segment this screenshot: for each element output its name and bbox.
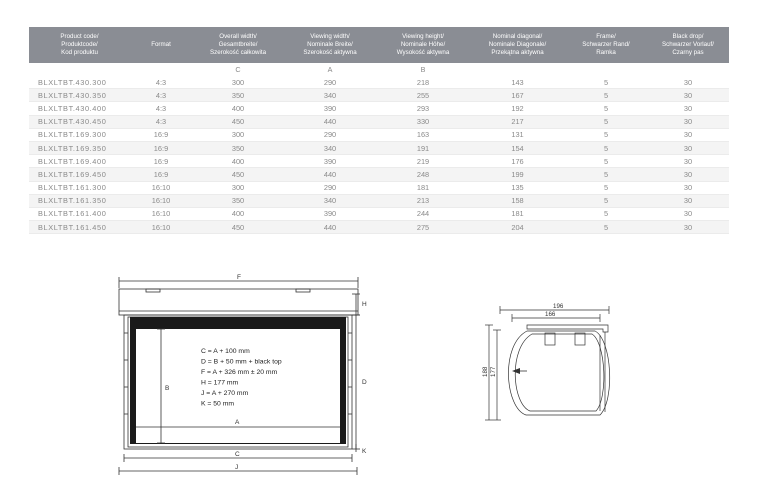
- label-inner-width: 166: [545, 311, 556, 318]
- cell-overall-width: 450: [192, 221, 284, 234]
- side-profile-labels: [482, 303, 564, 377]
- cell-nominal-diagonal: 135: [470, 181, 565, 194]
- cell-overall-width: 350: [192, 141, 284, 154]
- cell-frame: 5: [565, 221, 647, 234]
- cell-black-drop: 30: [647, 221, 729, 234]
- cell-black-drop: 30: [647, 115, 729, 128]
- cell-overall-width: 350: [192, 194, 284, 207]
- profile-slot: [545, 333, 555, 345]
- cell-black-drop: 30: [647, 207, 729, 220]
- housing-profile: [508, 331, 609, 415]
- cell-product-code: BLXLTBT.169.450: [29, 168, 130, 181]
- housing-inner-profile: [515, 334, 604, 411]
- dimension-letter: C: [235, 65, 241, 74]
- cell-black-drop: 30: [647, 168, 729, 181]
- label-k: K: [362, 448, 367, 455]
- cell-nominal-diagonal: 143: [470, 76, 565, 89]
- cell-product-code: BLXLTBT.161.350: [29, 194, 130, 207]
- cell-nominal-diagonal: 199: [470, 168, 565, 181]
- cell-format: 4:3: [130, 115, 192, 128]
- header-product-code: Product code/ Produktcode/ Kod produktu: [29, 27, 130, 63]
- cell-viewing-width: 440: [284, 115, 376, 128]
- cell-format: 4:3: [130, 76, 192, 89]
- cell-product-code: BLXLTBT.161.300: [29, 181, 130, 194]
- cell-black-drop: 30: [647, 141, 729, 154]
- dimension-letter: A: [327, 65, 333, 74]
- label-d: D: [362, 379, 367, 386]
- cell-frame: 5: [565, 207, 647, 220]
- cell-viewing-width: 390: [284, 207, 376, 220]
- cell-frame: 5: [565, 181, 647, 194]
- cell-format: 16:9: [130, 128, 192, 141]
- cell-viewing-height: 191: [376, 141, 470, 154]
- cell-viewing-width: 290: [284, 76, 376, 89]
- cell-viewing-width: 390: [284, 102, 376, 115]
- cell-nominal-diagonal: 167: [470, 89, 565, 102]
- cell-viewing-height: 244: [376, 207, 470, 220]
- header-overall-width: Overall width/ Gesamtbreite/ Szerokość całkowita: [192, 27, 284, 63]
- cell-format: 16:9: [130, 155, 192, 168]
- cell-viewing-height: 255: [376, 89, 470, 102]
- label-c: C: [235, 451, 240, 458]
- cell-overall-width: 300: [192, 181, 284, 194]
- cell-viewing-height: 181: [376, 181, 470, 194]
- cell-frame: 5: [565, 141, 647, 154]
- cell-product-code: BLXLTBT.430.350: [29, 89, 130, 102]
- cell-product-code: BLXLTBT.169.350: [29, 141, 130, 154]
- cell-viewing-height: 219: [376, 155, 470, 168]
- cell-viewing-width: 440: [284, 168, 376, 181]
- cell-viewing-height: 163: [376, 128, 470, 141]
- formula-line: J = A + 270 mm: [201, 390, 249, 397]
- cell-viewing-width: 340: [284, 141, 376, 154]
- formula-line: F = A + 326 mm ± 20 mm: [201, 369, 278, 376]
- cell-frame: 5: [565, 89, 647, 102]
- formula-line: K = 50 mm: [201, 400, 235, 408]
- header-frame: Frame/ Schwarzer Rand/ Ramka: [565, 27, 647, 63]
- cell-viewing-width: 390: [284, 155, 376, 168]
- cell-product-code: BLXLTBT.169.400: [29, 155, 130, 168]
- cell-overall-width: 400: [192, 155, 284, 168]
- cell-overall-width: 300: [192, 128, 284, 141]
- arrow-icon: [512, 368, 520, 374]
- header-format: Format: [130, 27, 192, 63]
- cell-nominal-diagonal: 217: [470, 115, 565, 128]
- cell-nominal-diagonal: 131: [470, 128, 565, 141]
- label-a: A: [235, 419, 240, 426]
- cell-viewing-width: 340: [284, 89, 376, 102]
- cell-viewing-height: 330: [376, 115, 470, 128]
- cell-product-code: BLXLTBT.169.300: [29, 128, 130, 141]
- header-viewing-width: Viewing width/ Nominale Breite/ Szerokość aktywna: [284, 27, 376, 63]
- cell-format: 16:10: [130, 181, 192, 194]
- cell-black-drop: 30: [647, 155, 729, 168]
- cell-black-drop: 30: [647, 128, 729, 141]
- formula-line: D = B + 50 mm + black top: [201, 358, 282, 366]
- cell-overall-width: 450: [192, 115, 284, 128]
- header-nominal-diagonal: Nominal diagonal/ Nominale Diagonale/ Przekątna aktywna: [470, 27, 565, 63]
- cell-viewing-width: 290: [284, 181, 376, 194]
- cell-frame: 5: [565, 155, 647, 168]
- cell-frame: 5: [565, 115, 647, 128]
- cell-overall-width: 400: [192, 102, 284, 115]
- label-j: J: [235, 464, 239, 471]
- cell-overall-width: 350: [192, 89, 284, 102]
- cell-black-drop: 30: [647, 194, 729, 207]
- cell-format: 16:9: [130, 141, 192, 154]
- cell-viewing-height: 213: [376, 194, 470, 207]
- cell-format: 16:10: [130, 194, 192, 207]
- cell-frame: 5: [565, 102, 647, 115]
- cell-nominal-diagonal: 158: [470, 194, 565, 207]
- cell-frame: 5: [565, 194, 647, 207]
- cell-nominal-diagonal: 192: [470, 102, 565, 115]
- label-f: F: [237, 274, 241, 281]
- label-b: B: [165, 385, 170, 392]
- cell-overall-width: 400: [192, 207, 284, 220]
- cell-product-code: BLXLTBT.161.400: [29, 207, 130, 220]
- cell-viewing-height: 275: [376, 221, 470, 234]
- header-viewing-height: Viewing height/ Nominale Höhe/ Wysokość aktywna: [376, 27, 470, 63]
- label-outer-width: 196: [553, 303, 564, 310]
- cell-black-drop: 30: [647, 102, 729, 115]
- cell-nominal-diagonal: 204: [470, 221, 565, 234]
- cell-overall-width: 450: [192, 168, 284, 181]
- cell-nominal-diagonal: 176: [470, 155, 565, 168]
- cell-nominal-diagonal: 154: [470, 141, 565, 154]
- cell-format: 16:9: [130, 168, 192, 181]
- header-black-drop: Black drop/ Schwarzer Vorlauf/ Czarny pas: [647, 27, 729, 63]
- label-inner-height: 177: [490, 366, 497, 377]
- cell-viewing-width: 440: [284, 221, 376, 234]
- profile-slot: [575, 333, 585, 345]
- cell-black-drop: 30: [647, 76, 729, 89]
- cell-black-drop: 30: [647, 181, 729, 194]
- label-h: H: [362, 301, 367, 308]
- formula-line: C = A + 100 mm: [201, 348, 250, 355]
- cell-frame: 5: [565, 76, 647, 89]
- cell-viewing-height: 293: [376, 102, 470, 115]
- cell-nominal-diagonal: 181: [470, 207, 565, 220]
- cell-product-code: BLXLTBT.430.400: [29, 102, 130, 115]
- cell-black-drop: 30: [647, 89, 729, 102]
- cell-frame: 5: [565, 128, 647, 141]
- label-outer-height: 188: [482, 366, 489, 377]
- cell-product-code: BLXLTBT.161.450: [29, 221, 130, 234]
- cell-frame: 5: [565, 168, 647, 181]
- cell-format: 16:10: [130, 221, 192, 234]
- formula-line: H = 177 mm: [201, 379, 239, 387]
- cell-viewing-height: 218: [376, 76, 470, 89]
- cell-format: 16:10: [130, 207, 192, 220]
- cell-viewing-height: 248: [376, 168, 470, 181]
- cell-viewing-width: 290: [284, 128, 376, 141]
- cell-product-code: BLXLTBT.430.300: [29, 76, 130, 89]
- cell-overall-width: 300: [192, 76, 284, 89]
- cell-viewing-width: 340: [284, 194, 376, 207]
- dimension-letter: B: [420, 65, 426, 74]
- cell-product-code: BLXLTBT.430.450: [29, 115, 130, 128]
- cell-format: 4:3: [130, 89, 192, 102]
- cell-format: 4:3: [130, 102, 192, 115]
